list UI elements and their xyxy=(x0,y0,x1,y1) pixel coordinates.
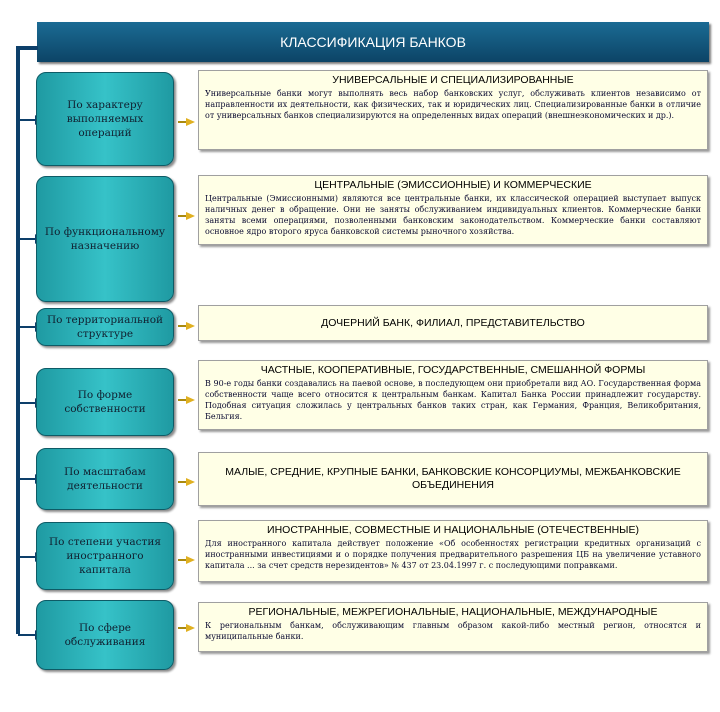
panel-heading: ЧАСТНЫЕ, КООПЕРАТИВНЫЕ, ГОСУДАРСТВЕННЫЕ, СМЕШАННОЙ ФОРМЫ xyxy=(260,364,646,376)
connector-6 xyxy=(178,556,196,564)
arrow-6 xyxy=(18,556,36,558)
category-scale: По масштабам деятельности xyxy=(36,448,174,510)
category-ownership: По форме собственности xyxy=(36,368,174,436)
panel-heading: ДОЧЕРНИЙ БАНК, ФИЛИАЛ, ПРЕДСТАВИТЕЛЬСТВО xyxy=(321,316,585,329)
panel-scale xyxy=(198,452,708,506)
arrow-4 xyxy=(18,402,36,404)
panel-text: В 90-е годы банки создавались на паевой основе, в последующем они приобретали вид АО. Государственная форма собственности чаще всего относится к центральным банкам. Капитал Банка России принадлежит государству. Подобная ситуация сложилась у центральных банков таких стран, как Германия, Франция, Великобритания, Бельгия. xyxy=(205,379,701,421)
panel-text: Универсальные банки могут выполнять весь набор банковских услуг, обслуживать клиентов независимо от направленности их деятельности, как физических, так и юридических лиц. Специализированные банки в отличие от универсальных банков специализируются на определенных видах операций (внешнеэкономических и др.). xyxy=(205,89,701,120)
arrow-2 xyxy=(18,238,36,240)
panel-ownership xyxy=(198,360,708,430)
category-foreign-capital: По степени участия иностранного капитала xyxy=(36,522,174,590)
panel-text: К региональным банкам, обслуживающим главным образом какой-либо местный регион, относятся и муниципальные банки. xyxy=(205,621,701,641)
panel-subsidiary xyxy=(198,305,708,341)
connector-1 xyxy=(178,118,196,126)
panel-heading: ЦЕНТРАЛЬНЫЕ (ЭМИССИОННЫЕ) И КОММЕРЧЕСКИЕ xyxy=(314,179,592,191)
connector-4 xyxy=(178,396,196,404)
panel-text: Центральные (Эмиссионными) являются все центральные банки, их классической операцией выступает выпуск наличных денег в обращение. Они не заняты обслуживанием индивидуальных клиентов. Коммерческие банки заняты всеми операциями, позволенными банковским законодательством. Коммерческие банки составляют основное ядро второго яруса банковской системы рыночного хозяйства. xyxy=(205,194,701,236)
connector-3 xyxy=(178,322,196,330)
category-service-sphere: По сфере обслуживания xyxy=(36,600,174,670)
arrow-3 xyxy=(18,326,36,328)
tree-spine xyxy=(16,48,20,634)
category-territory: По территориальной структуре xyxy=(36,308,174,346)
panel-text: Для иностранного капитала действует положение «Об особенностях регистрации кредитных организаций с иностранными инвестициями и о порядке получения предварительного разрешения ЦБ на увеличение уставного капитала ... за счет средств нерезидентов» № 437 от 23.04.1997 г. с последующими поправками. xyxy=(205,539,701,570)
arrow-5 xyxy=(18,478,36,480)
tree-hook xyxy=(16,46,38,50)
diagram-title: КЛАССИФИКАЦИЯ БАНКОВ xyxy=(37,22,709,62)
arrow-7 xyxy=(18,634,36,636)
panel-regional xyxy=(198,602,708,652)
panel-heading: УНИВЕРСАЛЬНЫЕ И СПЕЦИАЛИЗИРОВАННЫЕ xyxy=(332,74,574,86)
panel-foreign xyxy=(198,520,708,582)
panel-heading: ИНОСТРАННЫЕ, СОВМЕСТНЫЕ И НАЦИОНАЛЬНЫЕ (ОТЕЧЕСТВЕННЫЕ) xyxy=(267,524,639,536)
panel-heading: РЕГИОНАЛЬНЫЕ, МЕЖРЕГИОНАЛЬНЫЕ, НАЦИОНАЛЬНЫЕ, МЕЖДУНАРОДНЫЕ xyxy=(248,606,658,618)
category-function: По функциональному назначению xyxy=(36,176,174,302)
panel-central-commercial xyxy=(198,175,708,245)
category-operations: По характеру выполняемых операций xyxy=(36,72,174,166)
connector-2 xyxy=(178,212,196,220)
panel-universal xyxy=(198,70,708,150)
panel-heading: МАЛЫЕ, СРЕДНИЕ, КРУПНЫЕ БАНКИ, БАНКОВСКИЕ КОНСОРЦИУМЫ, МЕЖБАНКОВСКИЕ ОБЪЕДИНЕНИЯ xyxy=(225,466,681,491)
connector-7 xyxy=(178,624,196,632)
arrow-1 xyxy=(18,119,36,121)
connector-5 xyxy=(178,478,196,486)
